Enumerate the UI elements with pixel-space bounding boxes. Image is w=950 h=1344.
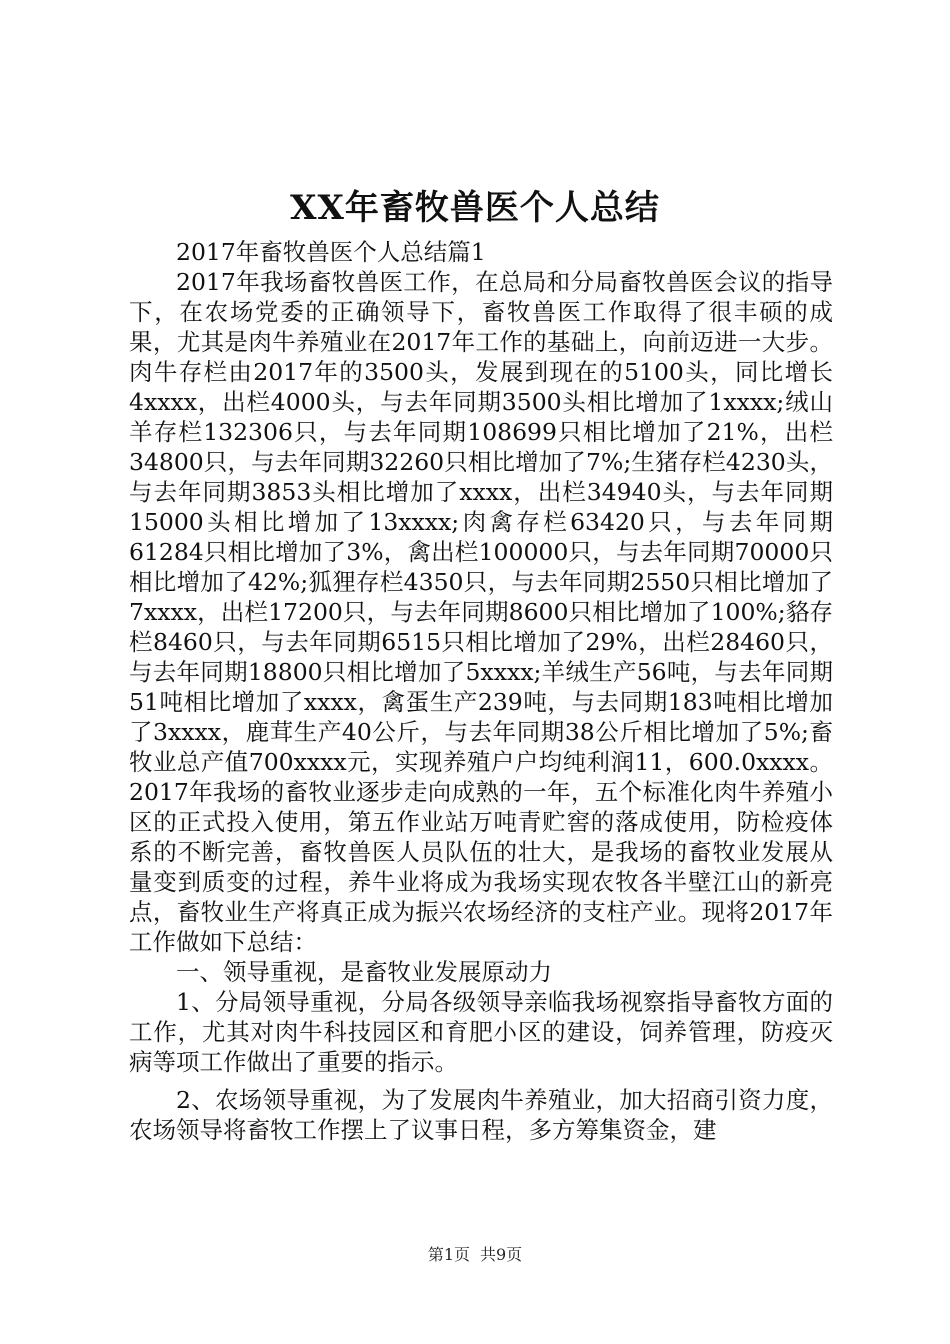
- body-paragraph: 2、农场领导重视，为了发展肉牛养殖业，加大招商引资力度，农场领导将畜牧工作摆上了议事日程，多方筹集资金，建: [129, 1086, 833, 1144]
- section-heading: 2017年畜牧兽医个人总结篇1: [176, 238, 486, 266]
- page-total: 共9页: [480, 1245, 523, 1264]
- body-paragraph: 1、分局领导重视，分局各级领导亲临我场视察指导畜牧方面的工作，尤其对肉牛科技园区和育肥小区的建设，饲养管理，防疫灭病等项工作做出了重要的指示。: [129, 988, 833, 1076]
- page-footer: [0, 1244, 950, 1266]
- page-number: 第1页: [427, 1245, 470, 1264]
- subsection-heading: 一、领导重视，是畜牧业发展原动力: [176, 958, 552, 986]
- body-paragraph: 2017年我场畜牧兽医工作，在总局和分局畜牧兽医会议的指导下，在农场党委的正确领导下，畜牧兽医工作取得了很丰硕的成果，尤其是肉牛养殖业在2017年工作的基础上，向前迈进一大步。肉牛存栏由2017年的3500头，发展到现在的5100头，同比增长4xxxx，出栏4000头，与去年同期3500头相比增加了1xxxx;绒山羊存栏132306只，与去年同期108699只相比增加了21%，出栏34800只，与去年同期32260只相比增加了7%;生猪存栏4230头，与去年同期3853头相比增加了xxxx，出栏34940头，与去年同期15000头相比增加了13xxxx;肉禽存栏63420只，与去年同期61284只相比增加了3%，禽出栏100000只，与去年同期70000只相比增加了42%;狐狸存栏4350只，与去年同期2550只相比增加了7xxxx，出栏17200只，与去年同期8600只相比增加了100%;貉存栏8460只，与去年同期6515只相比增加了29%，出栏28460只，与去年同期18800只相比增加了5xxxx;羊绒生产56吨，与去年同期51吨相比增加了xxxx，禽蛋生产239吨，与去同期183吨相比增加了3xxxx，鹿茸生产40公斤，与去年同期38公斤相比增加了5%;畜牧业总产值700xxxx元，实现养殖户户均纯利润11，600.0xxxx。2017年我场的畜牧业逐步走向成熟的一年，五个标准化肉牛养殖小区的正式投入使用，第五作业站万吨青贮窖的落成使用，防检疫体系的不断完善，畜牧兽医人员队伍的壮大，是我场的畜牧业发展从量变到质变的过程，养牛业将成为我场实现农牧各半壁江山的新亮点，畜牧业生产将真正成为振兴农场经济的支柱产业。现将2017年工作做如下总结：: [129, 268, 833, 956]
- document-body: [129, 237, 833, 1145]
- document-title: XX年畜牧兽医个人总结: [290, 188, 660, 228]
